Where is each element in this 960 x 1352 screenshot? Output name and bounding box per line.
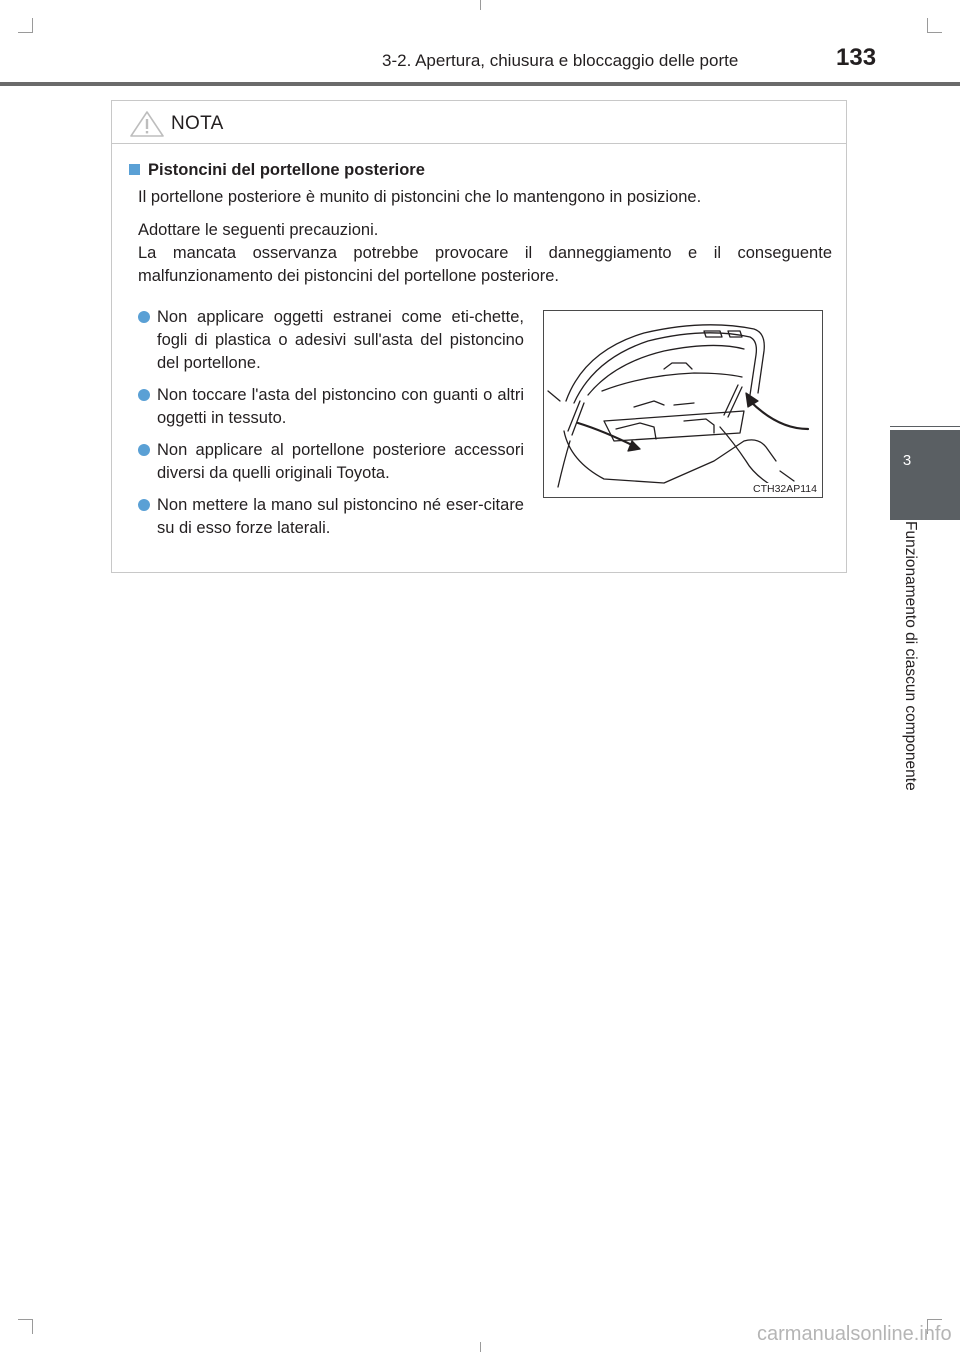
warning-triangle-icon xyxy=(129,110,165,138)
round-bullet-icon xyxy=(138,444,150,456)
tailgate-strut-illustration xyxy=(543,310,823,498)
chapter-title: Funzionamento di ciascun componente xyxy=(902,521,919,791)
crop-mark-bottom-left xyxy=(18,1319,33,1334)
note-label: NOTA xyxy=(171,113,224,134)
note-paragraph-2-3 xyxy=(138,219,832,288)
registration-tick-bottom xyxy=(480,1342,481,1352)
precaution-list xyxy=(138,306,524,549)
note-paragraph-3: La mancata osservanza potrebbe provocare il danneggiamento e il conseguente malfunzionamento dei pistoncini del portellone posteriore. xyxy=(138,244,832,285)
header-rule xyxy=(0,82,960,86)
tab-rule xyxy=(890,426,960,427)
page-number: 133 xyxy=(836,44,877,71)
round-bullet-icon xyxy=(138,311,150,323)
note-heading xyxy=(129,161,425,180)
round-bullet-icon xyxy=(138,499,150,511)
list-item: Non applicare oggetti estranei come eti-chette, fogli di plastica o adesivi sull'asta del pistoncino del portellone. xyxy=(138,306,524,375)
list-item: Non mettere la mano sul pistoncino né eser-citare su di esso forze laterali. xyxy=(138,494,524,540)
square-bullet-icon xyxy=(129,164,140,175)
note-heading-text: Pistoncini del portellone posteriore xyxy=(148,161,425,179)
registration-tick-top xyxy=(480,0,481,10)
section-title: 3-2. Apertura, chiusura e bloccaggio delle porte xyxy=(382,51,739,70)
figure-code: CTH32AP114 xyxy=(752,483,817,495)
watermark: carmanualsonline.info xyxy=(757,1323,952,1345)
crop-mark-top-left xyxy=(18,18,33,33)
list-item: Non applicare al portellone posteriore accessori diversi da quelli originali Toyota. xyxy=(138,439,524,485)
note-paragraph-1: Il portellone posteriore è munito di pistoncini che lo mantengono in posizione. xyxy=(138,188,702,206)
list-item: Non toccare l'asta del pistoncino con guanti o altri oggetti in tessuto. xyxy=(138,384,524,430)
chapter-tab xyxy=(890,430,960,520)
tailgate-drawing xyxy=(544,311,822,497)
note-header xyxy=(112,101,846,144)
chapter-tab-number: 3 xyxy=(902,452,912,469)
note-box xyxy=(111,100,847,573)
note-paragraph-2: Adottare le seguenti precauzioni. xyxy=(138,221,379,239)
crop-mark-top-right xyxy=(927,18,942,33)
round-bullet-icon xyxy=(138,389,150,401)
